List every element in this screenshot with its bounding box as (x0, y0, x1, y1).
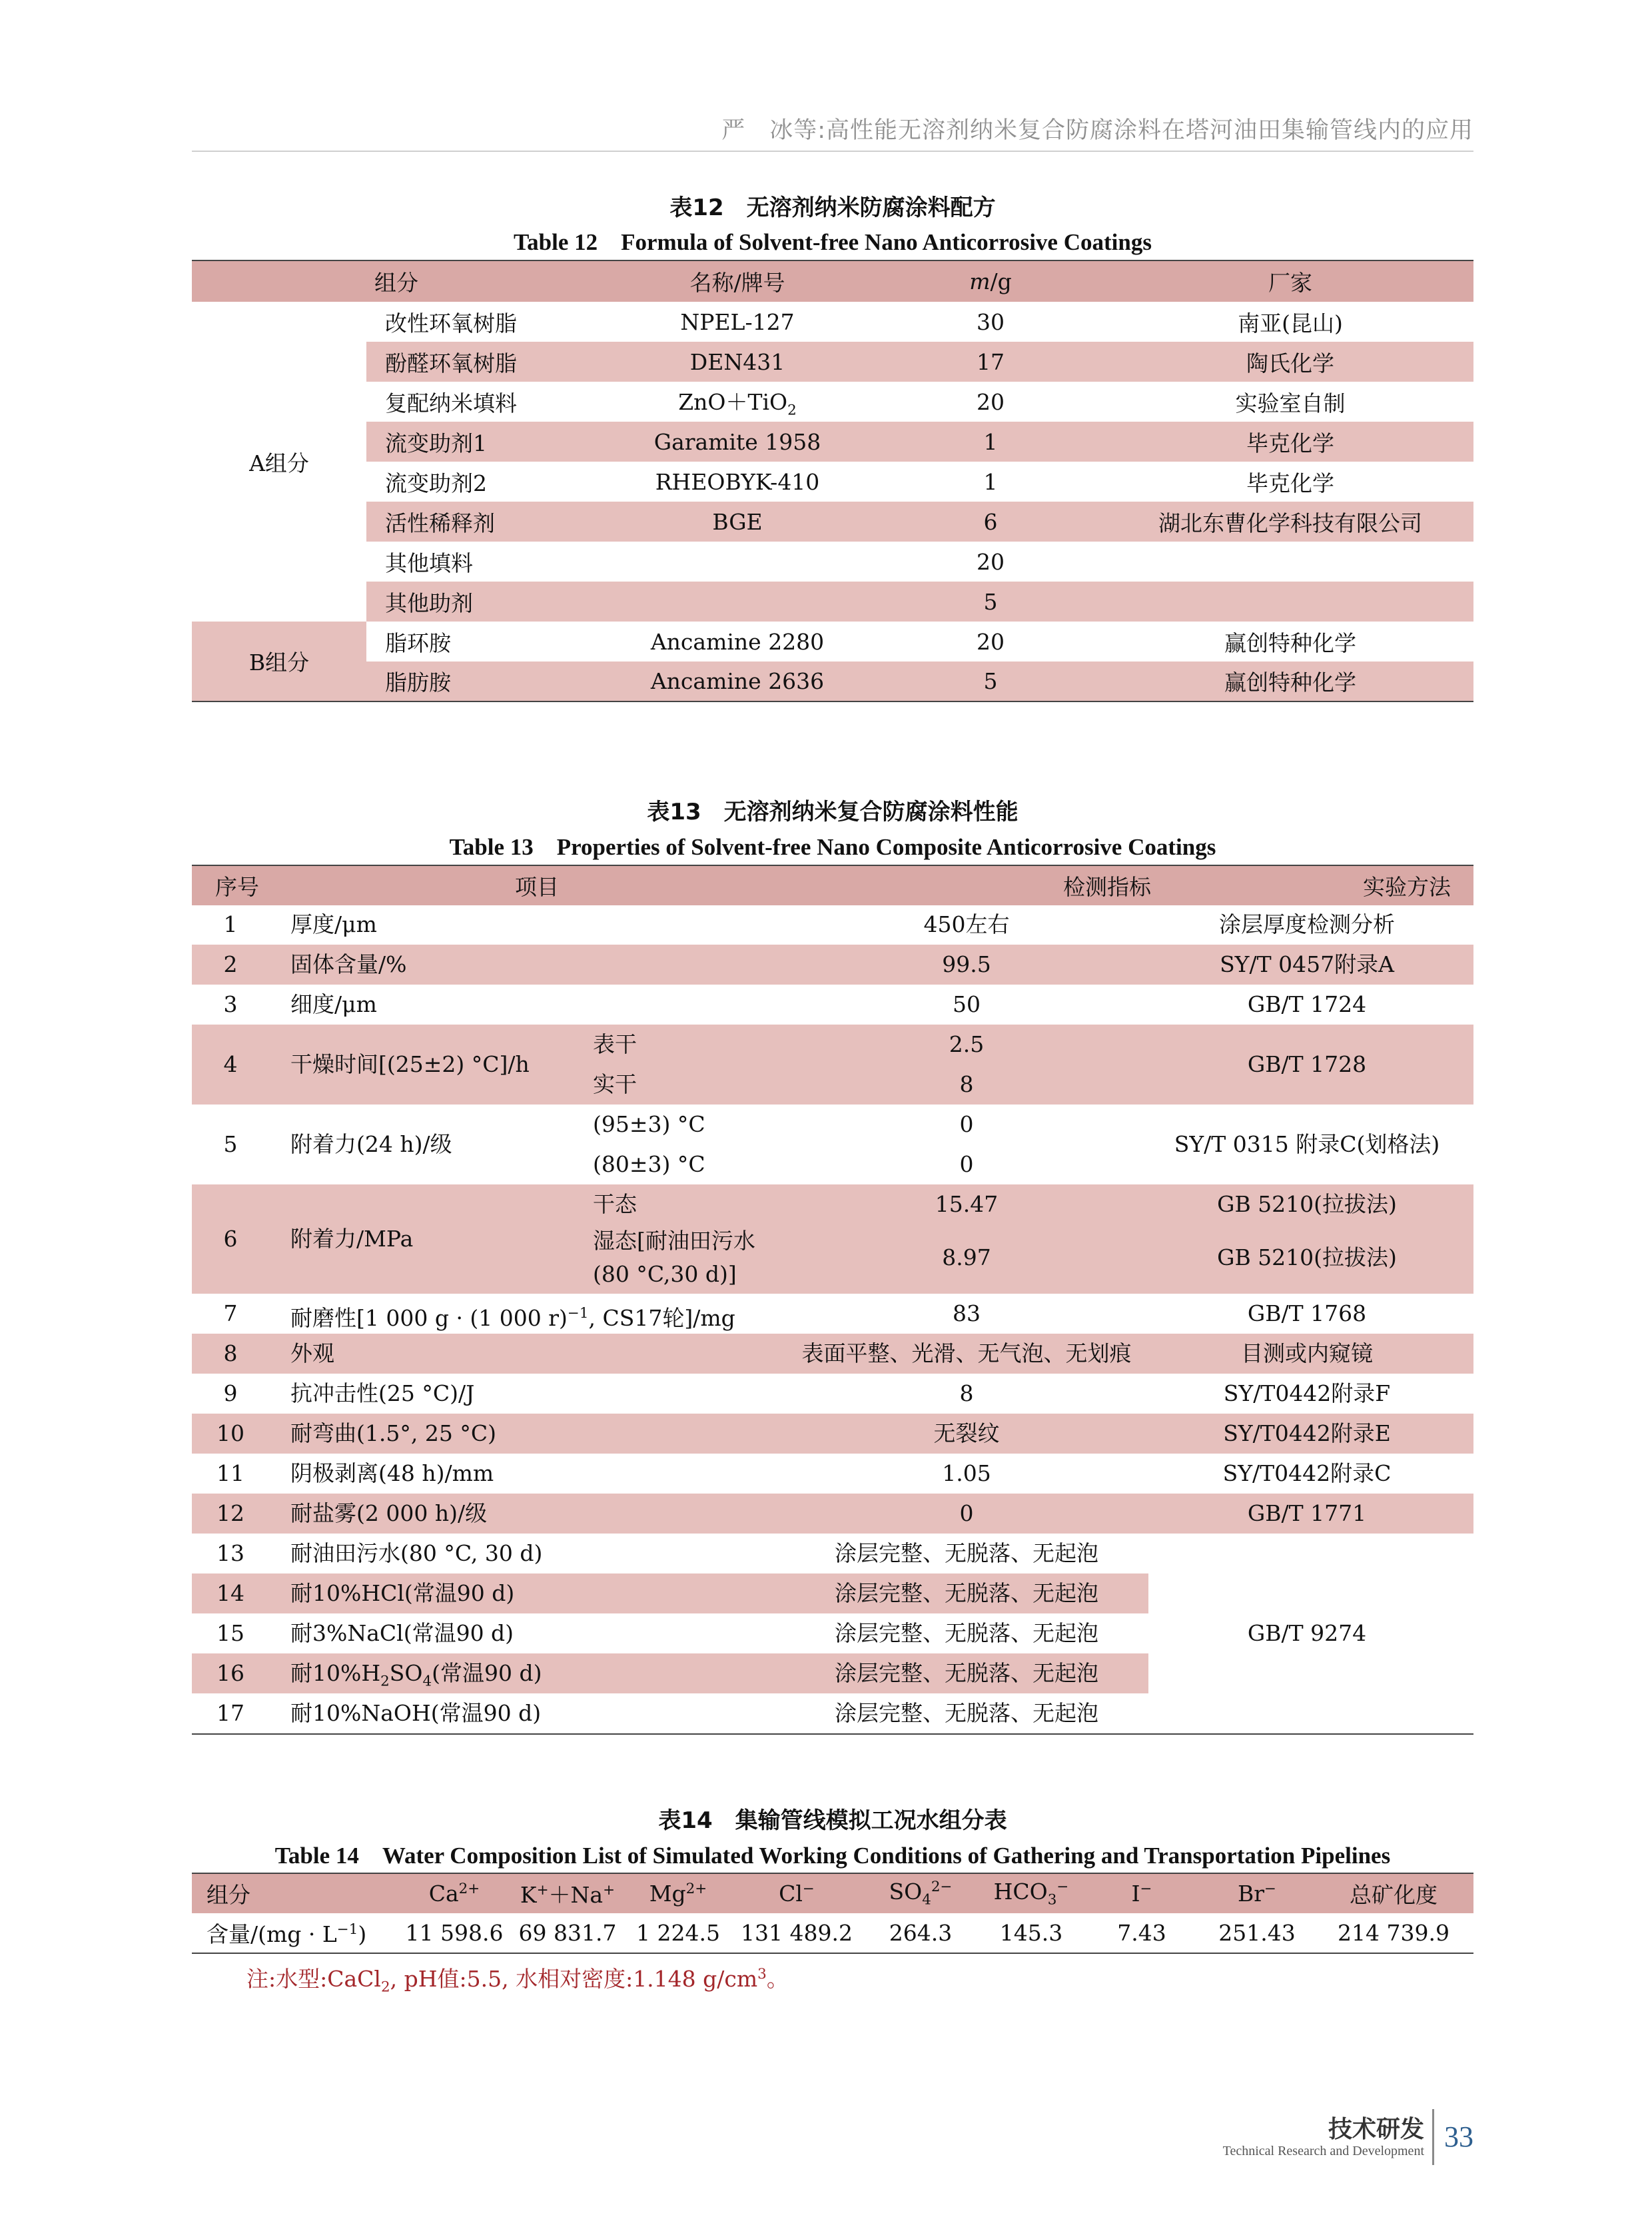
table12-header-mass: m/g (874, 260, 1107, 302)
table13-header-no: 序号 (192, 865, 282, 905)
row-number: 9 (223, 1380, 238, 1406)
table-row (192, 662, 1473, 701)
table13-header-index: 检测指标 (791, 865, 1340, 905)
header-rule (192, 151, 1473, 152)
component-cell: 脂环胺 (385, 630, 451, 656)
item-cell: 耐油田污水(80 °C, 30 d) (290, 1540, 543, 1566)
mass-cell: 1 (983, 468, 998, 495)
maker-cell: 南亚(昆山) (1238, 310, 1343, 336)
name-cell (601, 542, 874, 582)
value-total: 214 739.9 (1314, 1913, 1473, 1953)
item-cell: 外观 (290, 1340, 334, 1366)
maker-cell: 陶氏化学 (1107, 342, 1473, 382)
index-cell: 2.5 (949, 1031, 985, 1057)
row-number: 2 (223, 951, 238, 977)
component-cell: 改性环氧树脂 (385, 310, 517, 336)
item-cell: 耐10%HCl(常温90 d) (290, 1580, 515, 1606)
table14-header-br: Br− (1200, 1873, 1314, 1913)
index-cell: 8 (959, 1071, 974, 1097)
row-number: 14 (216, 1580, 244, 1606)
mass-cell: 20 (977, 388, 1005, 415)
item-cell: 耐盐雾(2 000 h)/级 (290, 1500, 488, 1526)
row-number: 1 (223, 911, 238, 937)
name-cell: BGE (601, 502, 874, 542)
index-cell: 无裂纹 (933, 1420, 1000, 1446)
value-br: 251.43 (1200, 1913, 1314, 1953)
table12-caption-en: Table 12 Formula of Solvent-free Nano Anticorrosive Coatings (514, 229, 1152, 255)
method-cell: GB/T 9274 (1247, 1620, 1367, 1646)
name-cell: Ancamine 2280 (650, 628, 825, 655)
method-cell: SY/T 0315 附录C(划格法) (1174, 1131, 1440, 1157)
index-cell: 8 (959, 1380, 974, 1406)
component-cell: 脂肪胺 (366, 662, 601, 701)
value-kna: 69 831.7 (510, 1913, 625, 1953)
table14-header-hco3: $HCO_3^-$ (979, 1873, 1083, 1913)
item-cell: 耐$10\%H_2SO_4$(常温90 d) (290, 1660, 542, 1690)
table12-header-row (192, 260, 1473, 302)
table12 (192, 260, 1473, 702)
value-i: 7.43 (1083, 1913, 1200, 1953)
index-cell: 0 (959, 1500, 974, 1526)
footer-divider (1432, 2109, 1434, 2165)
row-number: 10 (216, 1420, 244, 1446)
table13-caption-en: Table 13 Properties of Solvent-free Nano Composite Anticorrosive Coatings (449, 834, 1216, 860)
method-cell: SY/T0442附录F (1223, 1380, 1391, 1406)
method-cell: SY/T 0457附录A (1220, 951, 1394, 977)
maker-cell: 湖北东曹化学科技有限公司 (1107, 502, 1473, 542)
value-ca: 11 598.6 (398, 1913, 510, 1953)
group-b-label: B组分 (192, 622, 366, 701)
index-cell: 涂层完整、无脱落、无起泡 (835, 1620, 1098, 1646)
row-number: 8 (223, 1340, 238, 1366)
sub-item-cell: 干态 (593, 1191, 637, 1217)
method-cell: 目测或内窥镜 (1241, 1340, 1373, 1366)
table-row (192, 302, 1473, 342)
method-cell: SY/T0442附录E (1223, 1420, 1391, 1446)
footer-section-en: Technical Research and Development (1222, 2144, 1424, 2158)
table14 (192, 1873, 1473, 1954)
row-number: 17 (216, 1700, 244, 1726)
index-cell: 99.5 (942, 951, 991, 977)
maker-cell (1107, 542, 1473, 582)
component-cell: 活性稀释剂 (366, 502, 601, 542)
maker-cell: 赢创特种化学 (1224, 630, 1356, 656)
method-cell: GB/T 1728 (1247, 1051, 1367, 1077)
item-cell: 阴极剥离(48 h)/mm (290, 1460, 494, 1486)
table14-caption-cn: 表14 集输管线模拟工况水组分表 (658, 1807, 1007, 1834)
index-cell: 涂层完整、无脱落、无起泡 (835, 1580, 1098, 1606)
component-cell: 流变助剂2 (385, 470, 487, 496)
method-cell: GB 5210(拉拔法) (1217, 1244, 1397, 1270)
index-cell: 0 (959, 1111, 974, 1137)
index-cell: 50 (953, 991, 981, 1017)
maker-cell: 毕克化学 (1246, 470, 1334, 496)
name-cell: RHEOBYK-410 (655, 468, 820, 495)
sub-item-cell: (80±3) °C (593, 1151, 705, 1177)
table-row (192, 422, 1473, 462)
table13-bottom-rule (192, 1733, 1473, 1735)
index-cell: 83 (953, 1300, 981, 1326)
maker-cell: 实验室自制 (1235, 390, 1346, 416)
row-number: 11 (216, 1460, 244, 1486)
index-cell: 0 (959, 1151, 974, 1177)
item-cell: 干燥时间[(25±2) °C]/h (290, 1051, 530, 1077)
sub-item-cell: 实干 (593, 1071, 637, 1097)
page-number: 33 (1444, 2120, 1473, 2153)
row-number: 5 (223, 1131, 238, 1157)
table-row (192, 382, 1473, 422)
table14-caption-en: Table 14 Water Composition List of Simulated Working Conditions of Gathering and Transportation Pipelines (274, 1843, 1391, 1869)
index-cell: 1.05 (942, 1460, 991, 1486)
group-a-label: A组分 (249, 450, 309, 476)
method-cell: SY/T0442附录C (1222, 1460, 1392, 1486)
row-number: 6 (223, 1226, 238, 1252)
mass-cell: 30 (977, 308, 1005, 335)
item-cell: 耐弯曲(1.5°, 25 °C) (290, 1420, 496, 1446)
mass-cell: 20 (977, 628, 1005, 655)
table14-header-row (192, 1873, 1473, 1913)
mass-cell: 5 (874, 662, 1107, 701)
table12-header-name: 名称/牌号 (601, 260, 874, 302)
row-number: 13 (216, 1540, 244, 1566)
value-mg: 1 224.5 (625, 1913, 731, 1953)
row-number: 7 (223, 1300, 238, 1326)
running-title: 严 冰等:高性能无溶剂纳米复合防腐涂料在塔河油田集输管线内的应用 (721, 117, 1473, 144)
table13-header-method: 实验方法 (1340, 865, 1473, 905)
name-cell: Garamite 1958 (601, 422, 874, 462)
row-number: 4 (223, 1051, 238, 1077)
mass-cell: 6 (874, 502, 1107, 542)
item-cell: 厚度/μm (290, 911, 377, 937)
table13-header-item: 项目 (282, 865, 791, 905)
table13-caption-cn: 表13 无溶剂纳米复合防腐涂料性能 (647, 799, 1019, 825)
table-row (192, 342, 1473, 382)
maker-cell: 毕克化学 (1107, 422, 1473, 462)
item-cell: 抗冲击性(25 °C)/J (290, 1380, 475, 1406)
name-cell: DEN431 (601, 342, 874, 382)
table14-header-cl: Cl− (731, 1873, 862, 1913)
sub-item-cell: 表干 (593, 1031, 637, 1057)
item-cell: 附着力(24 h)/级 (290, 1131, 452, 1157)
table12-caption-cn: 表12 无溶剂纳米防腐涂料配方 (669, 195, 996, 221)
table-row (192, 622, 1473, 662)
table-row (192, 502, 1473, 542)
mass-cell: 20 (977, 548, 1005, 575)
name-cell: NPEL-127 (680, 308, 795, 335)
mass-cell: 5 (874, 582, 1107, 622)
component-cell: 酚醛环氧树脂 (366, 342, 601, 382)
row-number: 15 (216, 1620, 244, 1646)
method-cell: GB/T 1724 (1247, 991, 1367, 1017)
name-cell: ZnO＋TiO$_2$ (678, 388, 797, 419)
item-cell: 固体含量/% (290, 951, 407, 977)
table13-header-row (192, 865, 1473, 905)
value-hco3: 145.3 (979, 1913, 1083, 1953)
method-cell: GB/T 1771 (1247, 1500, 1367, 1526)
sub-item-cell: (80 °C,30 d)] (593, 1261, 737, 1287)
item-cell: 耐3%NaCl(常温90 d) (290, 1620, 514, 1646)
method-cell: GB/T 1768 (1247, 1300, 1367, 1326)
footer-section-cn: 技术研发 (1328, 2116, 1424, 2143)
table14-note: 注:水型:CaCl$_2$, pH值:5.5, 水相对密度:1.148 $g/cm^3$。 (246, 1966, 789, 1996)
maker-cell (1107, 582, 1473, 622)
item-cell: 附着力/MPa (290, 1226, 414, 1252)
index-cell: 涂层完整、无脱落、无起泡 (835, 1540, 1098, 1566)
component-cell: 复配纳米填料 (385, 390, 517, 416)
mass-cell: 17 (874, 342, 1107, 382)
value-so4: 264.3 (862, 1913, 979, 1953)
table14-header-so4: $SO_4^{2-}$ (862, 1873, 979, 1913)
table14-header-group: 组分 (192, 1873, 398, 1913)
method-cell: 涂层厚度检测分析 (1219, 911, 1395, 937)
index-cell: 450左右 (923, 911, 1010, 937)
index-cell: 涂层完整、无脱落、无起泡 (835, 1660, 1098, 1686)
item-cell: 细度/μm (290, 991, 377, 1017)
value-cl: 131 489.2 (731, 1913, 862, 1953)
row-number: 16 (216, 1660, 244, 1686)
name-cell: Ancamine 2636 (601, 662, 874, 701)
maker-cell: 赢创特种化学 (1107, 662, 1473, 701)
table-row (192, 1913, 1473, 1953)
method-cell: GB 5210(拉拔法) (1217, 1191, 1397, 1217)
table14-header-ca: $Ca^{2+}$ (398, 1873, 510, 1913)
item-cell: 耐磨性[1 000 g · (1 000 r)$^{-1}$, CS17轮]/mg (290, 1305, 735, 1331)
mass-cell: 1 (874, 422, 1107, 462)
index-cell: 15.47 (935, 1191, 999, 1217)
table12-header-maker: 厂家 (1107, 260, 1473, 302)
table-row (192, 582, 1473, 622)
index-cell: 表面平整、光滑、无气泡、无划痕 (801, 1340, 1132, 1366)
index-cell: 涂层完整、无脱落、无起泡 (835, 1700, 1098, 1726)
table-row (192, 542, 1473, 582)
row-number: 12 (216, 1500, 244, 1526)
name-cell (601, 582, 874, 622)
component-cell: 流变助剂1 (366, 422, 601, 462)
sub-item-cell: (95±3) °C (593, 1111, 705, 1137)
table14-header-mg: $Mg^{2+}$ (625, 1873, 731, 1913)
row-number: 3 (223, 991, 238, 1017)
table14-header-total: 总矿化度 (1314, 1873, 1473, 1913)
table14-header-kna: K+＋Na+ (510, 1873, 625, 1913)
sub-item-cell: 湿态[耐油田污水 (593, 1228, 755, 1254)
component-cell: 其他助剂 (366, 582, 601, 622)
table-row (192, 462, 1473, 502)
index-cell: 8.97 (942, 1244, 991, 1270)
item-cell: 耐10%NaOH(常温90 d) (290, 1700, 542, 1726)
table14-header-i: I− (1083, 1873, 1200, 1913)
component-cell: 其他填料 (385, 550, 473, 576)
table12-header-group: 组分 (192, 260, 601, 302)
table14-row-label: 含量$/(mg \cdot L^{-1})$ (192, 1913, 398, 1953)
table13 (192, 865, 1473, 905)
